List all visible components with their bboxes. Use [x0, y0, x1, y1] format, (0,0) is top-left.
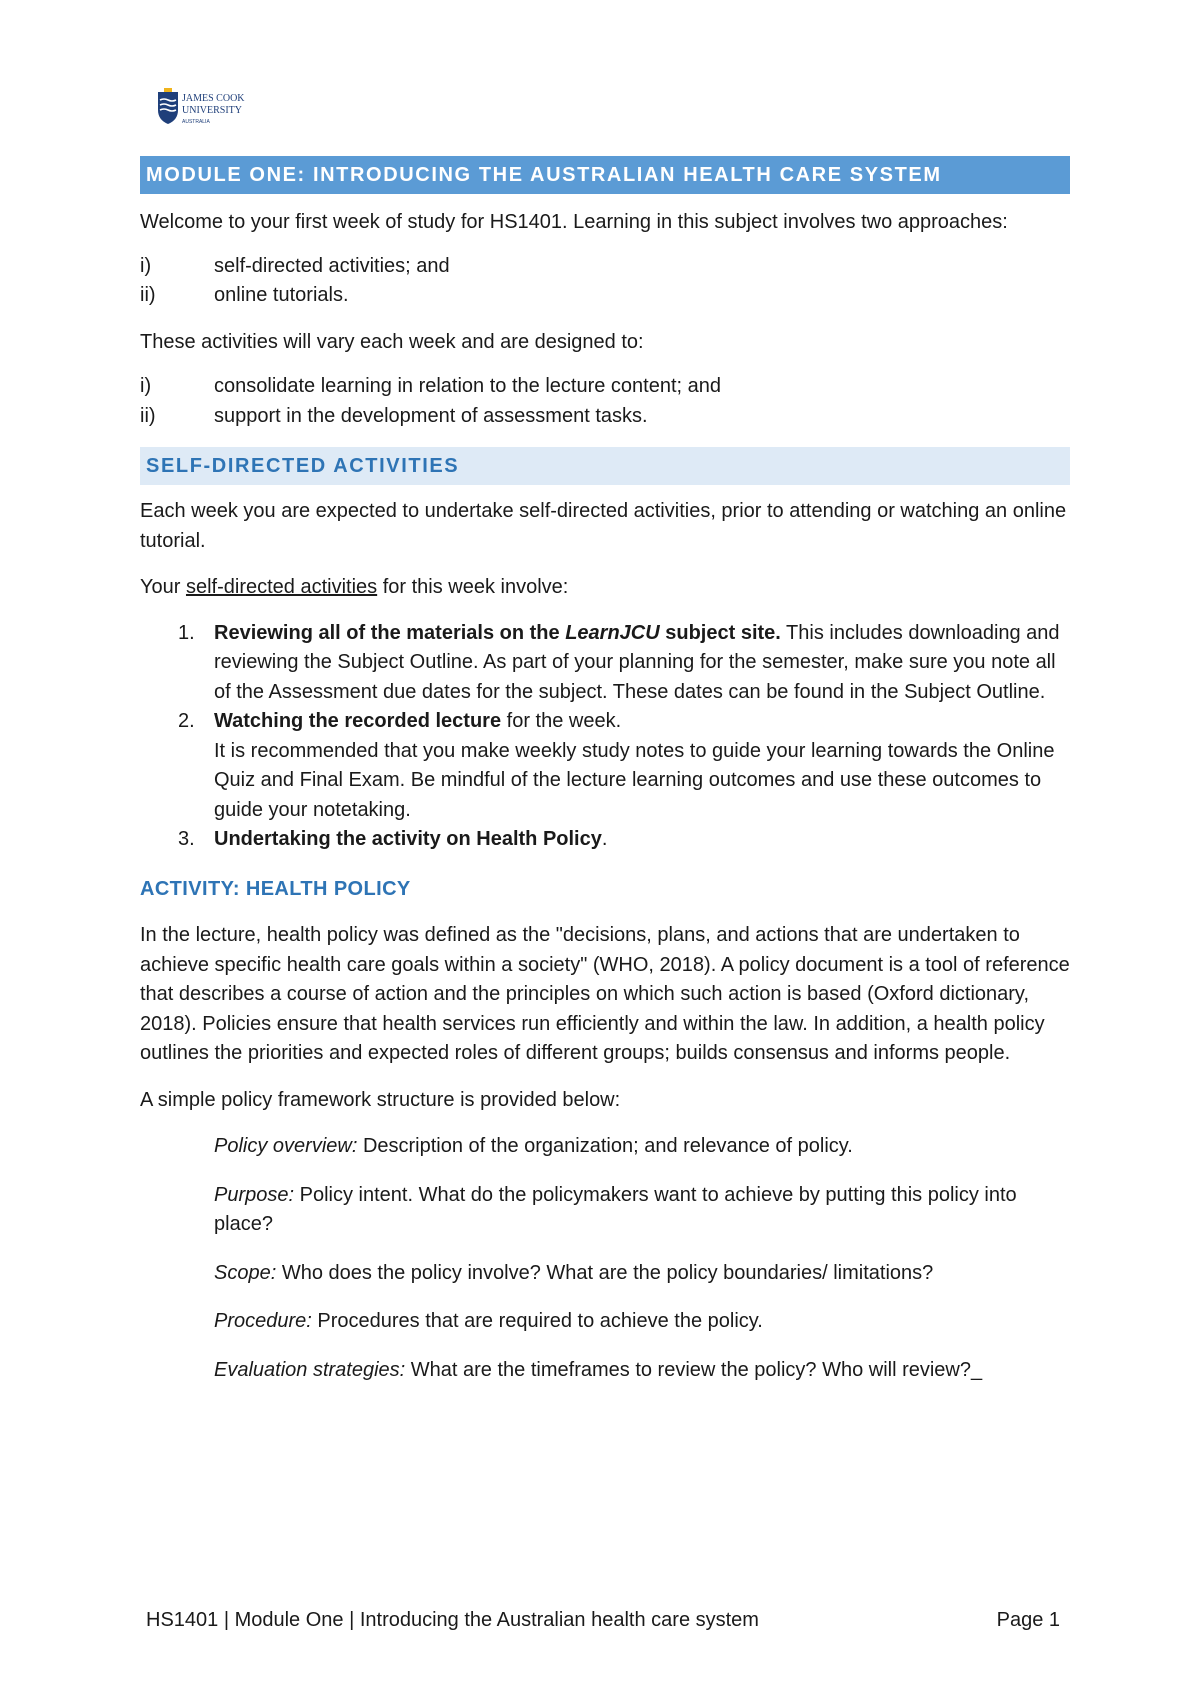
logo-line-2: UNIVERSITY [182, 105, 242, 116]
university-logo [156, 88, 266, 132]
lecture-paragraph: In the lecture, health policy was defined as the "decisions, plans, and actions that are undertaken to achieve specific health care goals within a society" (WHO, 2018). A policy document is a tool of reference that describes a course of action and the principles on which such action is based (Oxford dictionary, 2018). Policies ensure that health services run efficiently and within the law. In addition, a health policy outlines the priorities and expected roles of different groups; builds consensus and informs people. [140, 924, 1070, 1064]
approaches-list [140, 252, 1070, 311]
document-body [140, 156, 1070, 1404]
self-directed-link[interactable]: self-directed activities [185, 576, 378, 598]
framework-item: Scope: Who does the policy involve? What are the policy boundaries/ limitations? [214, 1261, 934, 1284]
list-item: 3. Undertaking the activity on Health Policy. [178, 828, 608, 850]
framework-item: Purpose: Policy intent. What do the policymakers want to achieve by putting this policy into place? [214, 1183, 1017, 1235]
list-item: 1. Reviewing all of the materials on the LearnJCU subject site. This includes downloading and reviewing the Subject Outline. As part of your planning for the semester, make sure you note all of the Assessment due dates for the subject. These dates can be found in the Subject Outline. [178, 621, 1060, 703]
activity-heading: ACTIVITY: HEALTH POLICY [140, 877, 411, 900]
designed-list [140, 372, 1070, 431]
policy-framework [140, 1132, 1070, 1385]
each-week-paragraph: Each week you are expected to undertake self-directed activities, prior to attending or watching an online tutorial. [140, 500, 1067, 552]
framework-item: Policy overview: Description of the organization; and relevance of policy. [214, 1135, 853, 1157]
page-footer [146, 1609, 1060, 1632]
list-item: i) consolidate learning in relation to the lecture content; and [140, 375, 722, 397]
self-directed-heading: SELF-DIRECTED ACTIVITIES [140, 447, 1070, 485]
framework-intro: A simple policy framework structure is provided below: [140, 1088, 621, 1111]
logo-line-3: AUSTRALIA [182, 119, 210, 125]
tasks-list [140, 619, 1070, 855]
logo-line-1: JAMES COOK [182, 93, 245, 104]
vary-paragraph: These activities will vary each week and are designed to: [140, 330, 644, 353]
module-heading: MODULE ONE: INTRODUCING THE AUSTRALIAN HEALTH CARE SYSTEM [140, 156, 1070, 194]
intro-paragraph: Welcome to your first week of study for HS1401. Learning in this subject involves two approaches: [140, 211, 1008, 233]
list-item: i) self-directed activities; and [140, 254, 450, 277]
list-item: ii) support in the development of assessment tasks. [140, 404, 648, 427]
page-number: Page 1 [996, 1609, 1060, 1631]
framework-item: Evaluation strategies: What are the timeframes to review the policy? Who will review?_ [214, 1358, 983, 1381]
your-activities-paragraph: Your self-directed activities for this week involve: [140, 576, 569, 598]
list-item: ii) online tutorials. [140, 284, 349, 306]
list-item: 2. Watching the recorded lecture for the week. It is recommended that you make weekly study notes to guide your learning towards the Online Quiz and Final Exam. Be mindful of the lecture learning outcomes and use these outcomes to guide your notetaking. [178, 710, 1055, 821]
footer-title: HS1401 | Module One | Introducing the Australian health care system [146, 1609, 759, 1631]
framework-item: Procedure: Procedures that are required to achieve the policy. [214, 1310, 763, 1332]
crest-icon [158, 88, 178, 124]
